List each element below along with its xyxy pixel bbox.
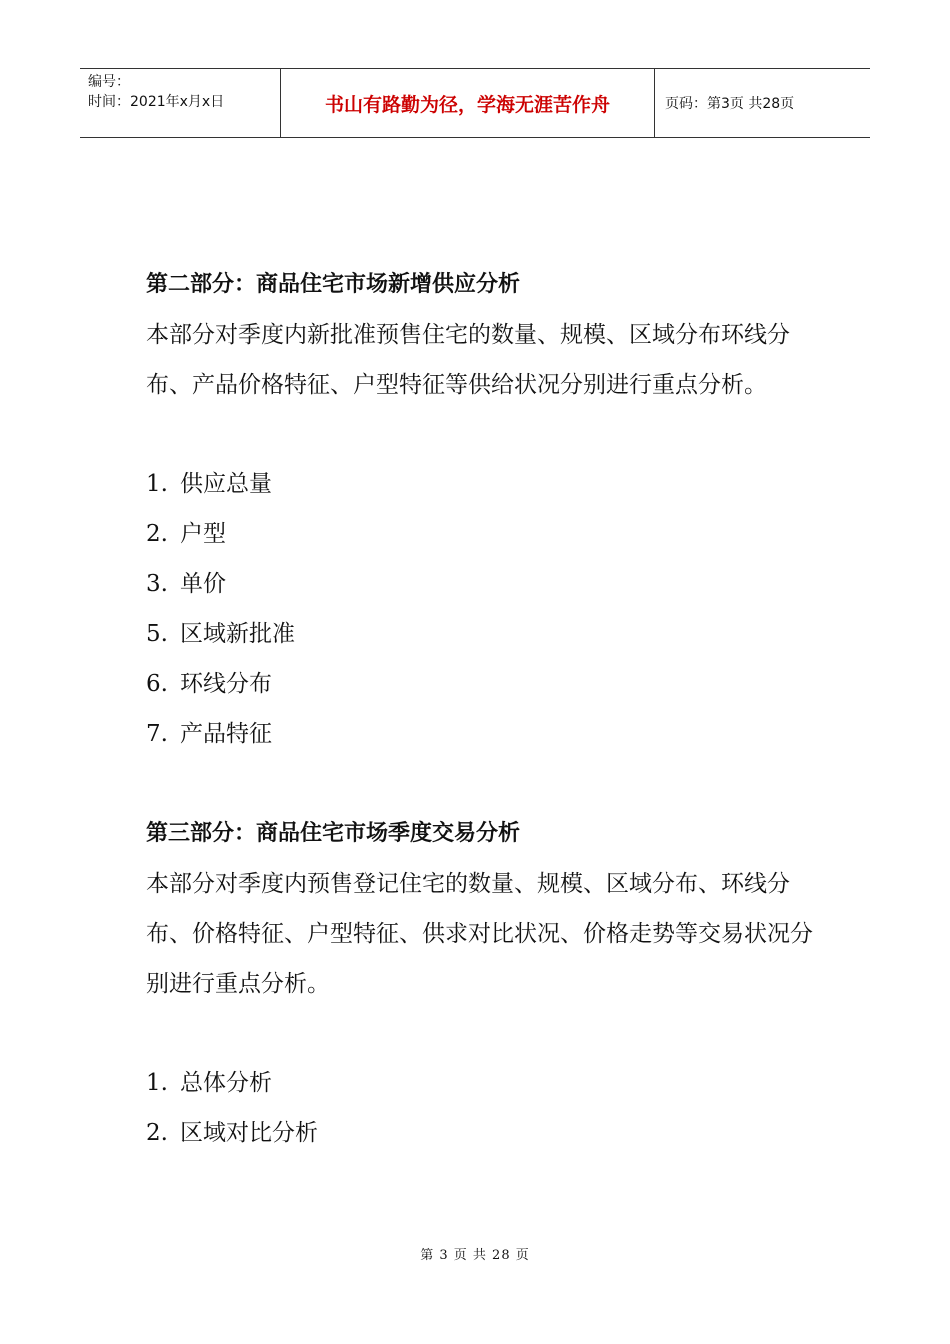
list-item: 7. 产品特征 bbox=[146, 721, 272, 747]
list-item: 6. 环线分布 bbox=[146, 671, 272, 697]
header-time-label: 时间：2021年x月x日 bbox=[88, 94, 225, 110]
page-header bbox=[80, 68, 870, 138]
section-3 bbox=[146, 809, 826, 1158]
list-item: 1. 总体分析 bbox=[146, 1070, 272, 1096]
list-item: 3. 单价 bbox=[146, 571, 226, 597]
section-3-title: 第三部分：商品住宅市场季度交易分析 bbox=[146, 821, 521, 846]
header-meta bbox=[80, 69, 281, 137]
header-page-info: 页码：第3页 共28页 bbox=[665, 96, 795, 112]
document-body bbox=[146, 260, 826, 1158]
section-2-list bbox=[146, 459, 826, 759]
header-motto: 书山有路勤为径，学海无涯苦作舟 bbox=[281, 69, 655, 137]
section-2-paragraph: 本部分对季度内新批准预售住宅的数量、规模、区域分布环线分布、产品价格特征、户型特征等供给状况分别进行重点分析。 bbox=[146, 322, 790, 398]
list-item: 5. 区域新批准 bbox=[146, 621, 295, 647]
section-2 bbox=[146, 260, 826, 759]
section-2-title: 第二部分：商品住宅市场新增供应分析 bbox=[146, 272, 521, 297]
list-item: 2. 户型 bbox=[146, 521, 226, 547]
list-item: 2. 区域对比分析 bbox=[146, 1120, 318, 1146]
header-number-label: 编号： bbox=[88, 74, 130, 90]
section-3-paragraph: 本部分对季度内预售登记住宅的数量、规模、区域分布、环线分布、价格特征、户型特征、供求对比状况、价格走势等交易状况分别进行重点分析。 bbox=[146, 871, 813, 997]
list-item: 1. 供应总量 bbox=[146, 471, 272, 497]
page-footer: 第 3 页 共 28 页 bbox=[420, 1248, 530, 1263]
section-3-list bbox=[146, 1058, 826, 1158]
